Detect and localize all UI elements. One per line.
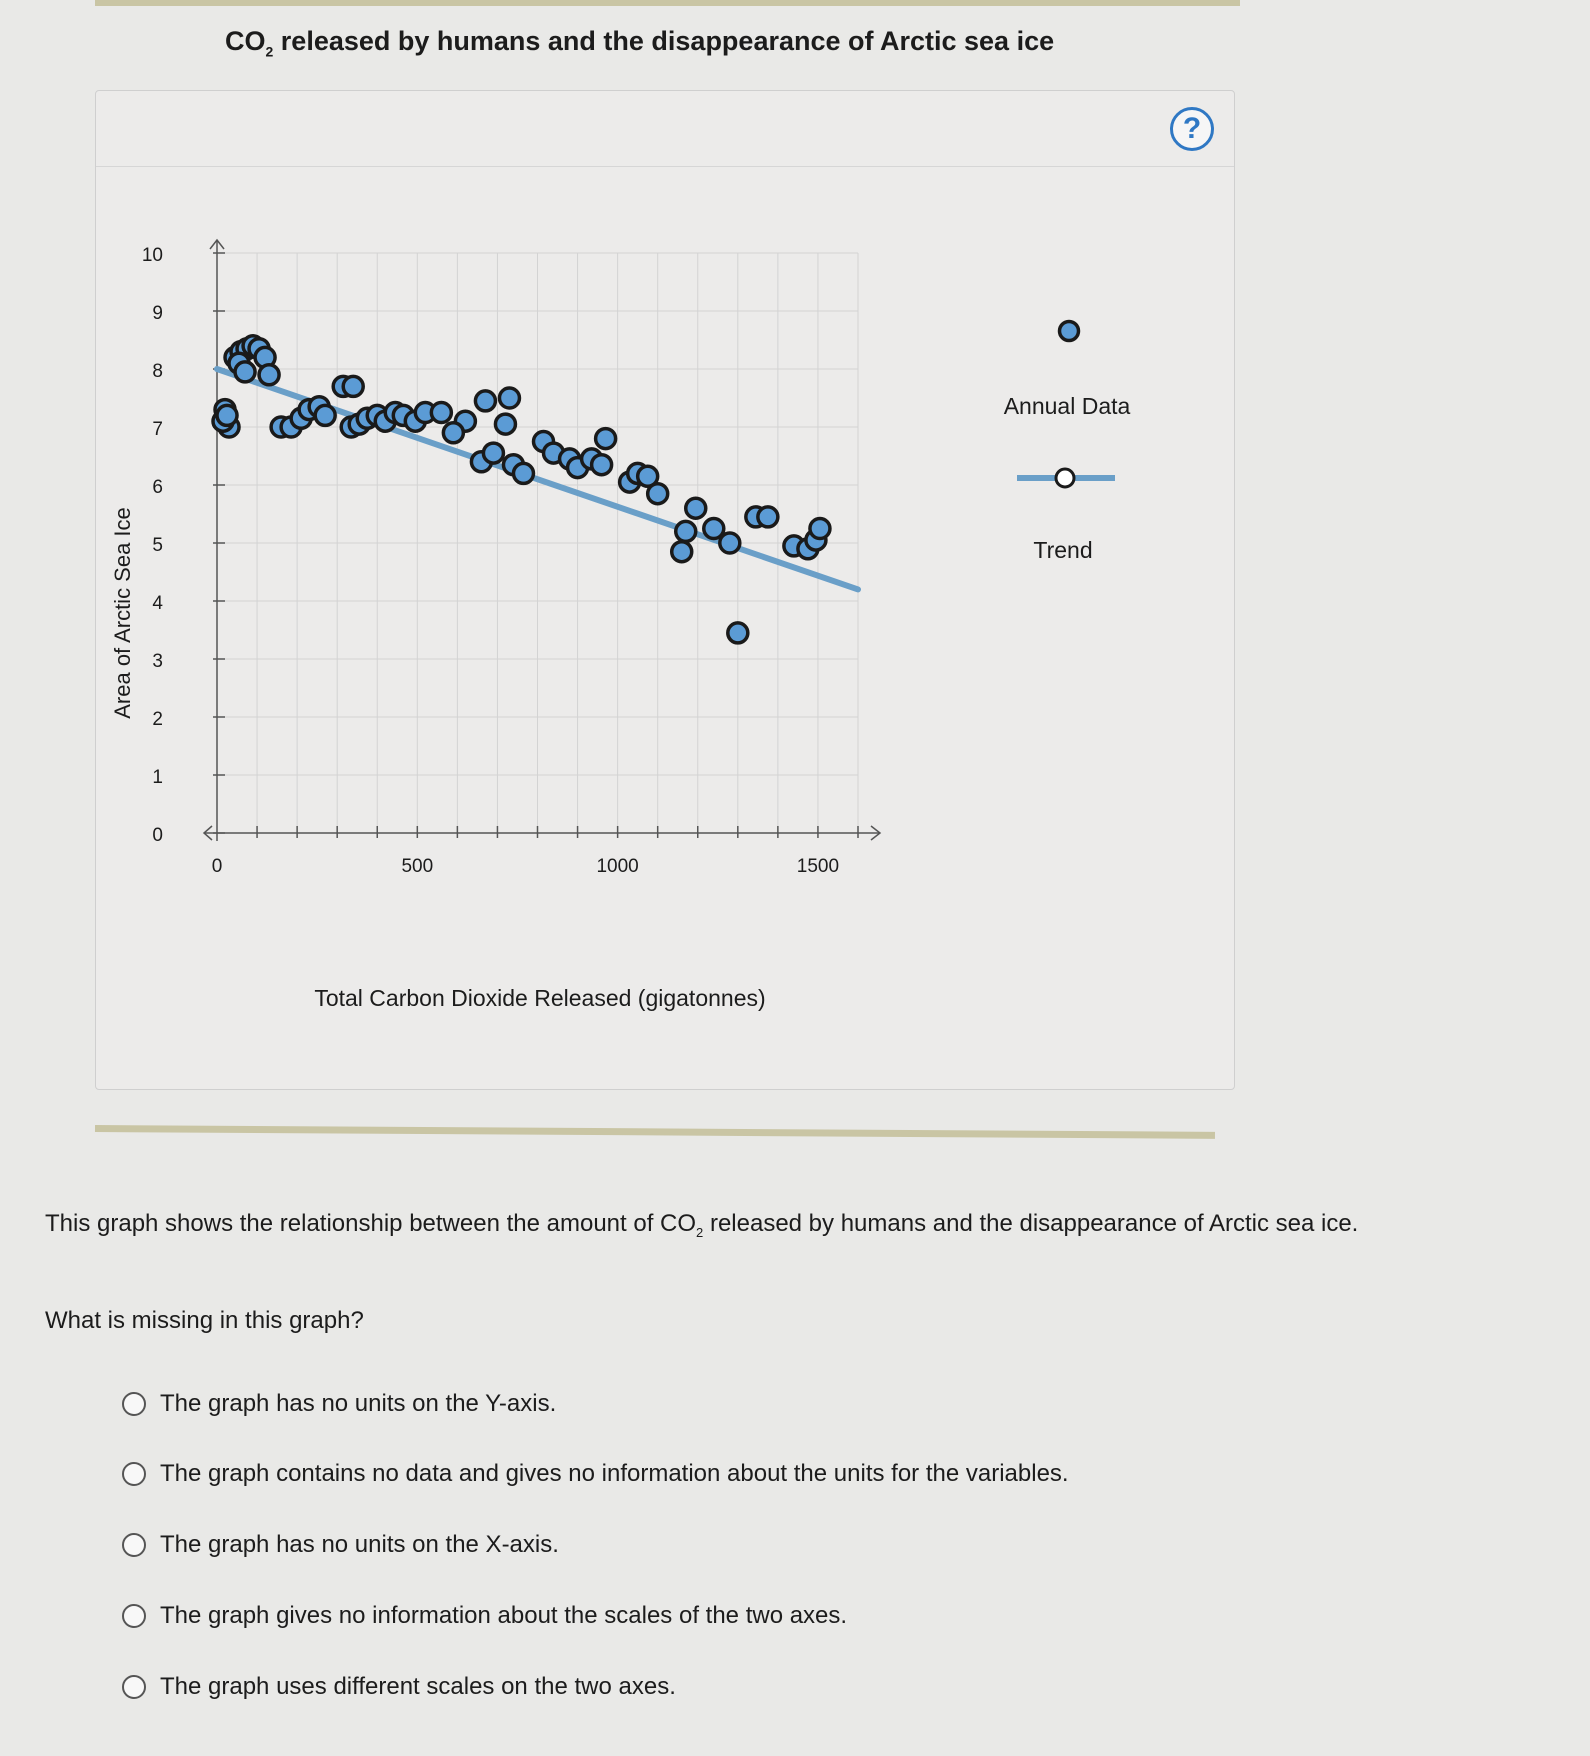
data-point [475,391,495,411]
x-tick-label: 1500 [796,856,840,877]
y-axis-label: Area of Arctic Sea Ice [110,507,135,719]
y-tick-label: 7 [152,419,163,440]
data-point [596,429,616,449]
radio-button[interactable] [122,1675,146,1699]
bottom-divider [95,1125,1215,1139]
chart-legend [1004,322,1131,564]
y-tick-label: 5 [152,535,163,556]
y-tick-label: 10 [141,245,163,266]
x-axis-label: Total Carbon Dioxide Released (gigatonnes) [314,985,766,1011]
legend-annual-label: Annual Data [1003,393,1131,419]
option-label: The graph contains no data and gives no information about the units for the variables. [160,1460,1069,1487]
top-divider [95,0,1240,6]
legend-trend-label: Trend [1033,537,1093,563]
data-point [592,455,612,475]
data-point [758,507,778,527]
data-point [499,388,519,408]
option-label: The graph gives no information about the scales of the two axes. [160,1602,848,1629]
radio-button[interactable] [122,1533,146,1557]
x-tick-label: 1000 [596,856,639,877]
radio-button[interactable] [122,1462,146,1486]
data-point [648,484,668,504]
option-no-data[interactable] [122,1460,1069,1488]
scatter-chart[interactable] [95,90,1235,1090]
option-no-x-units[interactable] [122,1531,559,1559]
data-point [672,542,692,562]
option-different-scales[interactable] [122,1673,676,1701]
data-point [235,362,255,382]
y-tick-label: 2 [152,709,163,730]
data-point [443,423,463,443]
question-text: What is missing in this graph? [45,1307,364,1334]
data-point [217,405,237,425]
data-point [720,533,740,553]
data-point [259,365,279,385]
data-point [676,521,696,541]
y-tick-label: 9 [152,303,163,324]
data-point [513,463,533,483]
legend-trend-marker [1056,469,1074,487]
data-point [483,443,503,463]
legend-annual-marker [1060,322,1079,341]
chart-axes [204,240,880,841]
option-label: The graph has no units on the X-axis. [160,1531,559,1558]
data-point [315,405,335,425]
data-point [431,403,451,423]
data-point [686,498,706,518]
chart-grid [217,253,858,833]
graph-description: This graph shows the relationship between the amount of $CO_2$ released by humans and the disappearance of Arctic sea ice. [45,1210,1359,1240]
chart-title: $CO_2$ released by humans and the disappearance of Arctic sea ice [225,26,1055,60]
option-no-scales[interactable] [122,1602,847,1630]
y-tick-label: 6 [152,477,163,498]
option-no-y-units[interactable] [122,1390,556,1418]
y-tick-label: 4 [152,593,163,614]
option-label: The graph uses different scales on the two axes. [160,1673,676,1700]
data-point [728,623,748,643]
data-point [343,376,363,396]
x-tick-label: 0 [211,856,223,877]
option-label: The graph has no units on the Y-axis. [160,1390,557,1417]
y-tick-label: 0 [152,825,163,846]
y-tick-label: 3 [152,651,163,672]
y-tick-label: 8 [152,361,163,382]
data-point [495,414,515,434]
radio-button[interactable] [122,1604,146,1628]
data-point [810,519,830,539]
radio-button[interactable] [122,1392,146,1416]
help-button[interactable]: ? [1170,107,1214,151]
x-tick-label: 500 [401,856,434,877]
y-tick-label: 1 [152,767,163,788]
